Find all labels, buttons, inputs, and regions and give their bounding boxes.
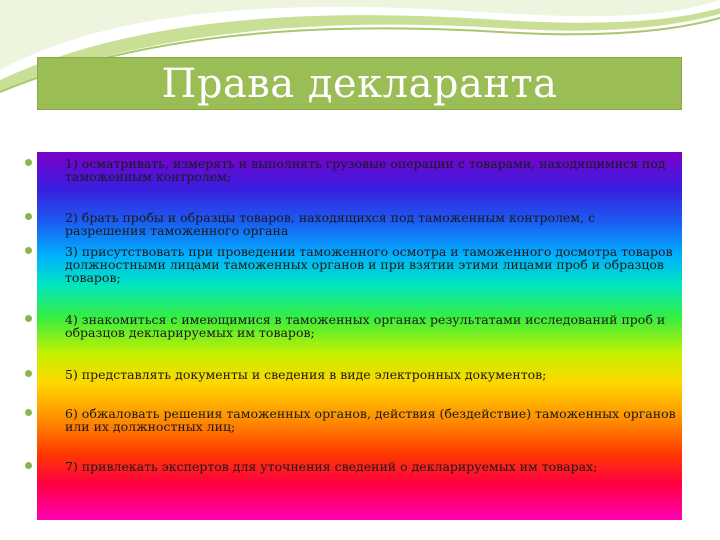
list-item: 3) присутствовать при проведении таможенного осмотра и таможенного досмотра товаров должностными лицами таможенных органов и при взятии этими лицами проб и образцов товаров;: [47, 245, 679, 284]
bullet-icon: [25, 409, 32, 416]
bullet-icon: [25, 462, 32, 469]
title-bar: [37, 57, 682, 110]
list-item: 1) осматривать, измерять и выполнять грузовые операции с товарами, находящимися под таможенным контролем;: [47, 157, 679, 183]
list-item: 4) знакомиться с имеющимися в таможенных органах результатами исследований проб и образцов декларируемых им товаров;: [47, 313, 679, 339]
bullet-icon: [25, 159, 32, 166]
bullet-icon: [25, 247, 32, 254]
bullet-icon: [25, 213, 32, 220]
list-item: 6) обжаловать решения таможенных органов, действия (бездействие) таможенных органов или их должностных лиц;: [47, 407, 679, 433]
list-item: 5) представлять документы и сведения в виде электронных документов;: [47, 368, 679, 381]
slide-title: Права декларанта: [161, 60, 558, 107]
list-item: 2) брать пробы и образцы товаров, находящихся под таможенным контролем, с разрешения таможенного органа: [47, 211, 679, 237]
bullet-icon: [25, 370, 32, 377]
bullet-icon: [25, 315, 32, 322]
list-item: 7) привлекать экспертов для уточнения сведений о декларируемых им товарах;: [47, 460, 679, 473]
content-panel: [37, 152, 682, 520]
